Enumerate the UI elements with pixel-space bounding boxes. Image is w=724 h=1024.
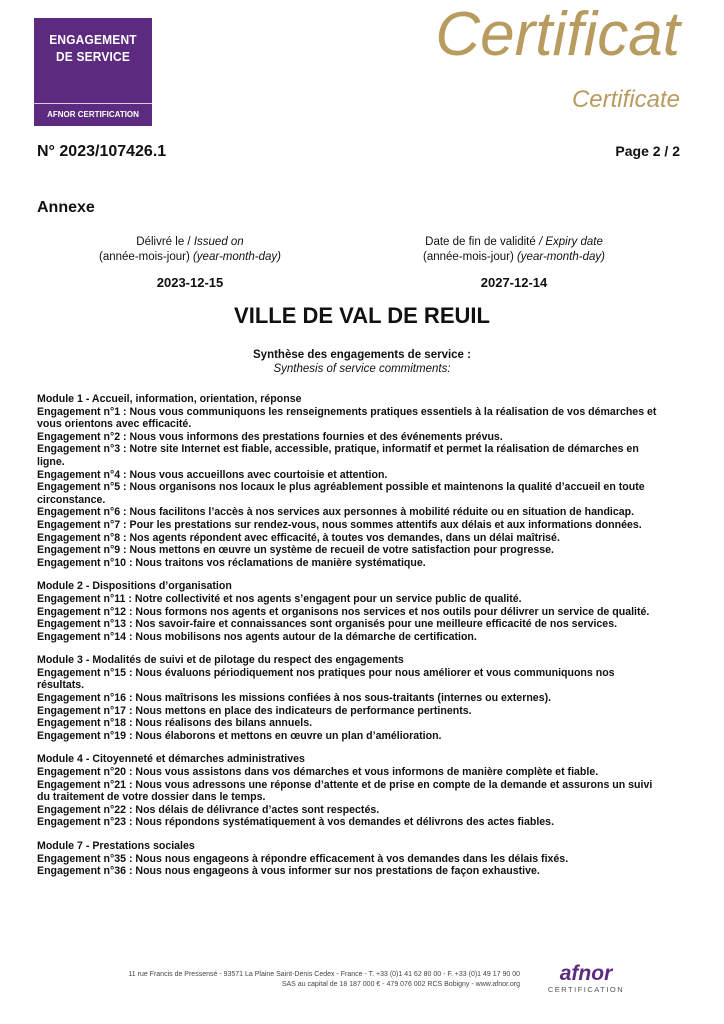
synthesis-heading — [0, 348, 724, 376]
engagement-line: Engagement n°14 : Nous mobilisons nos agents autour de la démarche de certification. — [37, 630, 477, 643]
engagement-line: Engagement n°2 : Nous vous informons des prestations fournies et des événements prévus. — [37, 430, 503, 443]
issued-date-block — [60, 235, 320, 290]
engagement-line: circonstance. — [37, 493, 106, 506]
engagement-line: Engagement n°6 : Nous facilitons l’accès à nos services aux personnes à mobilité réduite ou en situation de handicap. — [37, 506, 635, 519]
engagement-line: Engagement n°4 : Nous vous accueillons avec courtoisie et attention. — [37, 468, 388, 481]
engagement-line: Engagement n°7 : Pour les prestations sur rendez-vous, nous sommes attentifs aux délais et aux informations données. — [37, 518, 642, 531]
expiry-format-fr: (année-mois-jour) — [423, 251, 517, 263]
engagement-line: vous orientons avec efficacité. — [37, 418, 192, 431]
module-section — [37, 580, 687, 643]
module-title: Module 1 - Accueil, information, orientation, réponse — [37, 393, 302, 405]
engagement-line: Engagement n°19 : Nous élaborons et mettons en œuvre un plan d’amélioration. — [37, 729, 442, 742]
page-number: Page 2 / 2 — [615, 143, 680, 159]
engagement-line: résultats. — [37, 679, 85, 692]
logo-line-1: ENGAGEMENT — [49, 32, 137, 47]
certificate-subtitle: Certificate — [571, 86, 680, 113]
engagement-line: Engagement n°36 : Nous nous engageons à vous informer sur nos prestations de façon exhaustive. — [37, 865, 540, 878]
module-section — [37, 753, 687, 829]
synthesis-fr: Synthèse des engagements de service : — [253, 349, 471, 361]
engagement-line: Engagement n°15 : Nous évaluons périodiquement nos pratiques pour nous améliorer et vous communiquons nos — [37, 666, 615, 679]
engagement-line: Engagement n°8 : Nos agents répondent avec efficacité, à toutes vos demandes, dans un délai maîtrisé. — [37, 531, 560, 544]
engagement-line: Engagement n°13 : Nos savoir-faire et connaissances sont organisés pour une meilleure efficacité de nos services. — [37, 618, 618, 631]
engagement-line: Engagement n°22 : Nos délais de délivrance d’actes sont respectés. — [37, 803, 380, 816]
module-section — [37, 840, 687, 878]
issued-format-fr: (année-mois-jour) — [99, 251, 193, 263]
organization-name: VILLE DE VAL DE REUIL — [234, 303, 490, 328]
certificate-number: N° 2023/107426.1 — [37, 143, 167, 160]
footer-address-block — [90, 970, 520, 990]
engagement-line: Engagement n°20 : Nous vous assistons dans vos démarches et vous informons de manière complète et fiable. — [37, 766, 599, 779]
module-title: Module 7 - Prestations sociales — [37, 840, 195, 852]
synthesis-en: Synthesis of service commitments: — [273, 363, 451, 375]
expiry-label-fr: Date de fin de validité — [425, 236, 539, 248]
expiry-date: 2027-12-14 — [480, 275, 548, 290]
footer-address: 11 rue Francis de Pressensé - 93571 La Plaine Saint-Denis Cedex - France - T. +33 (0)1 41 62 80 00 - F. +33 (0)1 49 17 90 00 — [128, 971, 520, 978]
engagement-line: Engagement n°18 : Nous réalisons des bilans annuels. — [37, 717, 313, 730]
modules-list — [37, 393, 687, 889]
engagement-line: Engagement n°35 : Nous nous engageons à répondre efficacement à vos demandes dans les délais fixés. — [37, 852, 569, 865]
logo-line-2: DE SERVICE — [55, 49, 131, 64]
annexe-heading: Annexe — [37, 199, 95, 216]
certificate-title: Certificat — [435, 0, 680, 69]
engagement-line: Engagement n°17 : Nous mettons en place des indicateurs de performance pertinents. — [37, 704, 472, 717]
expiry-label-en: / Expiry date — [538, 236, 603, 248]
afnor-certification-label: CERTIFICATION — [547, 985, 625, 994]
module-title: Module 4 - Citoyenneté et démarches administratives — [37, 753, 305, 766]
module-title: Module 2 - Dispositions d’organisation — [37, 580, 232, 593]
engagement-line: du traitement de votre dossier dans le temps. — [37, 791, 266, 804]
issued-date: 2023-12-15 — [156, 275, 224, 290]
engagement-line: Engagement n°1 : Nous vous communiquons les renseignements pratiques essentiels à la réalisation de vos démarches et — [37, 405, 657, 418]
afnor-wordmark: afnor — [559, 962, 613, 985]
engagement-line: ligne. — [37, 455, 65, 468]
engagement-line: Engagement n°21 : Nous vous adressons une réponse d’attente et de prise en compte de la demande et assurons un suivi — [37, 778, 653, 791]
engagement-line: Engagement n°5 : Nous organisons nos locaux le plus agréablement possible et maintenons la qualité d’accueil en toute — [37, 481, 645, 494]
module-section — [37, 393, 687, 569]
module-section — [37, 654, 687, 742]
engagement-de-service-logo — [34, 18, 152, 126]
engagement-line: Engagement n°3 : Notre site Internet est fiable, accessible, pratique, informatif et permet la réalisation de démarches en — [37, 443, 639, 456]
engagement-line: Engagement n°10 : Nous traitons vos réclamations de manière systématique. — [37, 556, 426, 569]
engagement-line: Engagement n°23 : Nous répondons systématiquement à vos demandes et délivrons des actes fiables. — [37, 816, 555, 829]
engagement-line: Engagement n°9 : Nous mettons en œuvre un système de recueil de votre satisfaction pour progresse. — [37, 544, 554, 557]
afnor-logo — [531, 963, 641, 994]
issued-label-fr: Délivré le / — [136, 236, 194, 248]
issued-label-en: Issued on — [193, 236, 244, 248]
engagement-line: Engagement n°12 : Nous formons nos agents et organisons nos services et nos outils pour délivrer un service de qualité. — [37, 605, 650, 618]
expiry-format-en: (year-month-day) — [516, 251, 605, 263]
logo-footer: AFNOR CERTIFICATION — [34, 103, 152, 126]
issued-format-en: (year-month-day) — [192, 251, 281, 263]
module-title: Module 3 - Modalités de suivi et de pilotage du respect des engagements — [37, 654, 404, 667]
expiry-date-block — [384, 235, 644, 290]
engagement-line: Engagement n°11 : Notre collectivité et nos agents s’engagent pour un service public de qualité. — [37, 592, 522, 605]
footer-legal: SAS au capital de 18 187 000 € - 479 076 002 RCS Bobigny - www.afnor.org — [281, 981, 520, 988]
engagement-line: Engagement n°16 : Nous maîtrisons les missions confiées à nos sous-traitants (internes ou externes). — [37, 692, 552, 705]
